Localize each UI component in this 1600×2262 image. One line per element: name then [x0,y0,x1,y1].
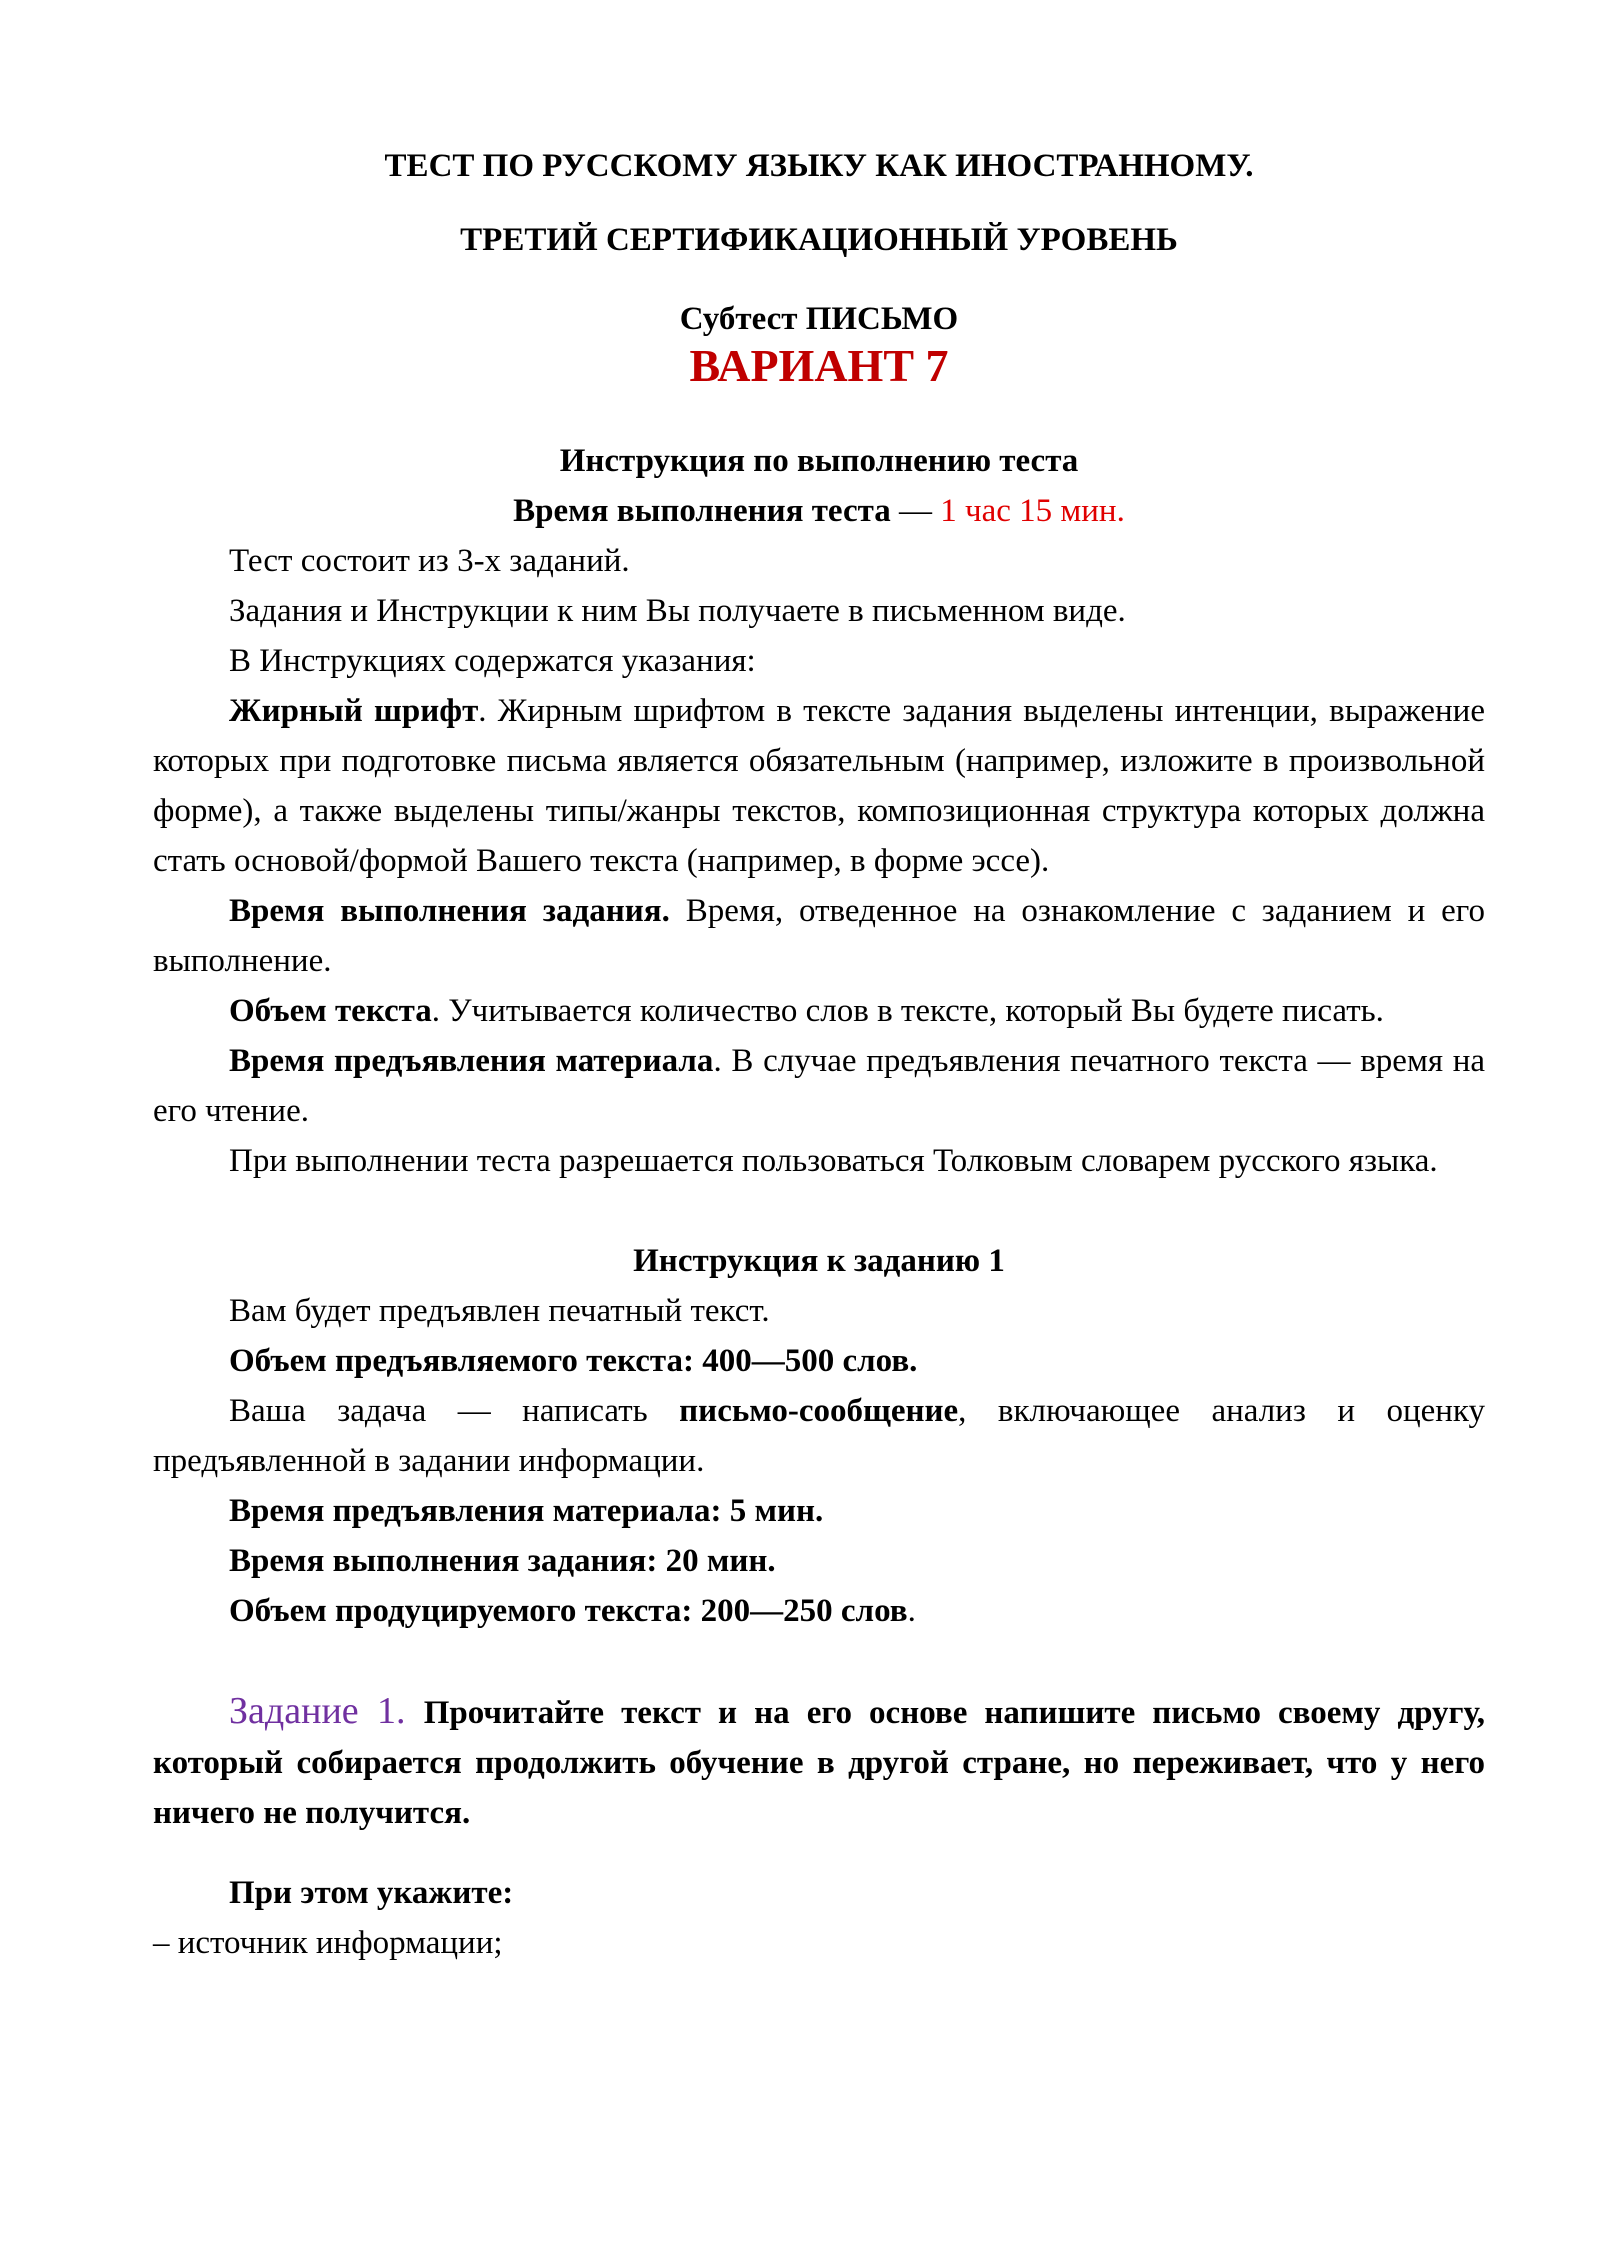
variant-title: ВАРИАНТ 7 [689,340,949,391]
task1-instruction-p4: Время предъявления материала: 5 мин. [229,1493,824,1529]
text-volume-desc: . Учитывается количество слов в тексте, который Вы будете писать. [431,993,1384,1029]
instruction-p4 [153,686,1485,886]
instruction-p2: Задания и Инструкции к ним Вы получаете в письменном виде. [229,593,1126,629]
text-volume-term: Объем текста [229,993,432,1029]
task-time-desc: Время, отведенное на ознакомление с заданием и его выполнение. [153,893,1486,979]
material-time-term: Время предъявления материала [229,1043,714,1079]
time-label: Время выполнения теста [513,493,891,529]
task1-label-dot: . [395,1690,424,1732]
doc-title-line2: ТРЕТИЙ СЕРТИФИКАЦИОННЫЙ УРОВЕНЬ [460,222,1178,258]
task1-instruction-p5: Время выполнения задания: 20 мин. [229,1543,776,1579]
task1-instruction-title: Инструкция к заданию 1 [633,1243,1005,1279]
document-page [153,146,1485,1968]
instruction-p3: В Инструкциях содержатся указания: [229,643,756,679]
task1-paragraph [153,1686,1485,1838]
task1-instruction-p1: Вам будет предъявлен печатный текст. [229,1293,770,1329]
task-desc-end: , включающее анализ и оценку предъявленной в задании информации. [153,1393,1486,1479]
task1-instruction-p2: Объем предъявляемого текста: 400—500 слов. [229,1343,918,1379]
letter-type: письмо-сообщение [679,1393,959,1429]
time-value: 1 час 15 мин. [940,493,1125,529]
bold-font-desc: . Жирным шрифтом в тексте задания выделены интенции, выражение которых при подготовке письма является обязательным (например, изложите в произвольной форме), а также выделены типы/жанры текстов, композиционная структура которых должна стать основой/формой Вашего текста (например, в форме эссе). [153,693,1485,879]
instruction-p8: При выполнении теста разрешается пользоваться Толковым словарем русского языка. [229,1143,1438,1179]
instruction-p5 [153,886,1485,986]
instruction-p6 [153,986,1485,1036]
material-time-desc: . В случае предъявления печатного текста — время на его чтение. [153,1043,1485,1129]
task1-instruction-p6 [153,1586,1485,1636]
bold-font-term: Жирный шрифт [229,693,479,729]
task1-note-title: При этом укажите: [229,1875,514,1911]
produced-text-end: . [907,1593,916,1629]
task1-instruction-p3 [153,1386,1485,1486]
instruction-p1: Тест состоит из 3-х заданий. [229,543,630,579]
instruction-time-line [153,486,1485,536]
instruction-title: Инструкция по выполнению теста [559,443,1079,479]
instruction-p7 [153,1036,1485,1136]
doc-title-line1: ТЕСТ ПО РУССКОМУ ЯЗЫКУ КАК ИНОСТРАННОМУ. [384,148,1254,184]
task1-text: Прочитайте текст и на его основе напишите письмо своему другу, который собирается продолжить обучение в другой стране, но переживает, что у него ничего не получится. [153,1695,1485,1831]
produced-text-volume: Объем продуцируемого текста: 200—250 слов [229,1593,908,1629]
time-dash: — [890,493,941,529]
task1-list-item-1: – источник информации; [153,1925,503,1961]
task-time-term: Время выполнения задания. [229,893,670,929]
subtest-title: Субтест ПИСЬМО [679,301,959,337]
task1-label: Задание 1 [229,1690,396,1732]
task-desc-start: Ваша задача — написать [229,1393,680,1429]
